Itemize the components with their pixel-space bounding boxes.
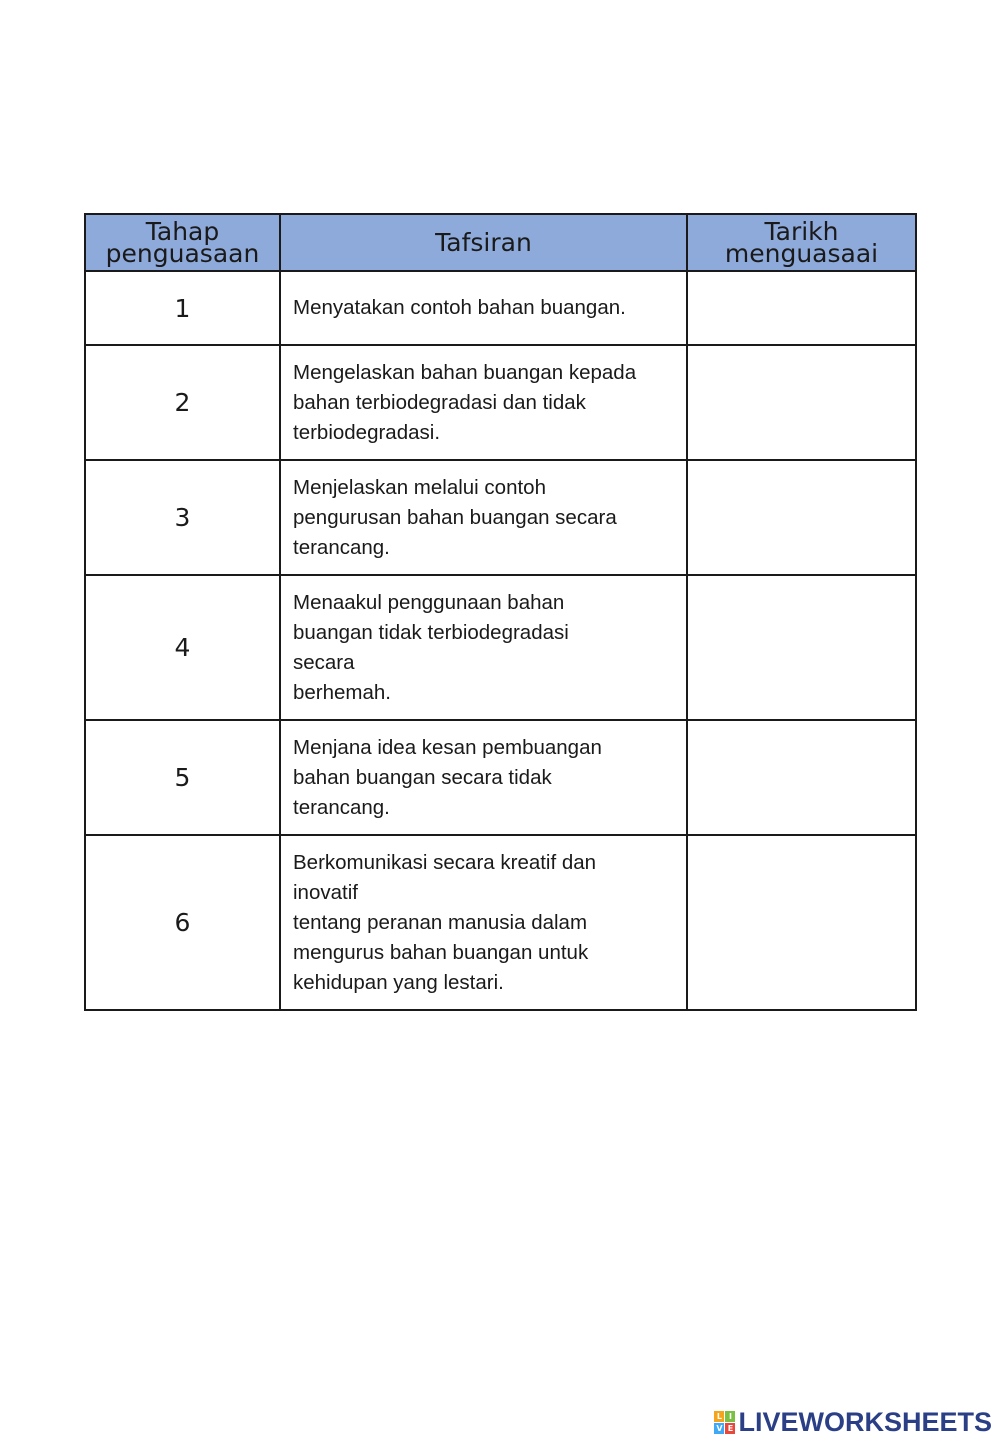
header-level-line-2: penguasaan (105, 238, 260, 268)
level-number: 4 (85, 575, 280, 720)
interpretation-line: bahan terbiodegradasi dan tidak (293, 390, 586, 414)
header-level (85, 214, 280, 271)
table-header-row (85, 214, 916, 271)
level-number: 5 (85, 720, 280, 835)
table-row (85, 460, 916, 575)
logo-tile: L (714, 1411, 724, 1422)
mastery-level-table (84, 213, 917, 1011)
interpretation-line: Mengelaskan bahan buangan kepada (293, 360, 637, 384)
table-row (85, 720, 916, 835)
interpretation-line: bahan buangan secara tidak (293, 765, 552, 789)
mastery-date-cell[interactable] (687, 460, 916, 575)
brand-name: LIVEWORKSHEETS (738, 1406, 992, 1437)
interpretation-line: berhemah. (293, 680, 392, 704)
interpretation-line: terbiodegradasi. (293, 420, 441, 444)
logo-tile: V (716, 1423, 723, 1433)
logo-tile: I (725, 1411, 735, 1422)
interpretation-line: kehidupan yang lestari. (293, 970, 504, 994)
mastery-date-cell[interactable] (687, 271, 916, 345)
interpretation-text (280, 345, 687, 460)
mastery-date-cell[interactable] (687, 345, 916, 460)
header-interpretation: Tafsiran (280, 214, 687, 271)
interpretation-text (280, 271, 687, 345)
level-number: 2 (85, 345, 280, 460)
interpretation-line: Menjelaskan melalui contoh (293, 475, 546, 499)
interpretation-text (280, 460, 687, 575)
interpretation-text (280, 835, 687, 1010)
interpretation-line: Menaakul penggunaan bahan (293, 590, 565, 614)
liveworksheets-logo-icon (714, 1411, 735, 1434)
interpretation-line: Berkomunikasi secara kreatif dan (293, 850, 597, 874)
header-date-line-1: Tarikh (764, 216, 839, 246)
interpretation-line: terancang. (293, 795, 390, 819)
interpretation-line: secara (293, 650, 355, 674)
mastery-date-cell[interactable] (687, 575, 916, 720)
mastery-date-cell[interactable] (687, 720, 916, 835)
table-row (85, 575, 916, 720)
header-date-line-2: menguasaai (724, 238, 879, 268)
interpretation-line: mengurus bahan buangan untuk (293, 940, 589, 964)
interpretation-text (280, 720, 687, 835)
interpretation-line: buangan tidak terbiodegradasi (293, 620, 569, 644)
liveworksheets-brand (714, 1407, 992, 1437)
interpretation-line: inovatif (293, 880, 358, 904)
interpretation-line: terancang. (293, 535, 390, 559)
interpretation-line: Menyatakan contoh bahan buangan. (293, 296, 626, 319)
level-number: 1 (85, 271, 280, 345)
interpretation-text (280, 575, 687, 720)
level-number: 3 (85, 460, 280, 575)
interpretation-line: tentang peranan manusia dalam (293, 910, 588, 934)
interpretation-line: Menjana idea kesan pembuangan (293, 735, 602, 759)
interpretation-line: pengurusan bahan buangan secara (293, 505, 617, 529)
level-number: 6 (85, 835, 280, 1010)
mastery-date-cell[interactable] (687, 835, 916, 1010)
header-date (687, 214, 916, 271)
table-row (85, 271, 916, 345)
table-row (85, 835, 916, 1010)
header-level-line-1: Tahap (145, 216, 220, 246)
table-row (85, 345, 916, 460)
logo-tile: E (725, 1423, 735, 1434)
